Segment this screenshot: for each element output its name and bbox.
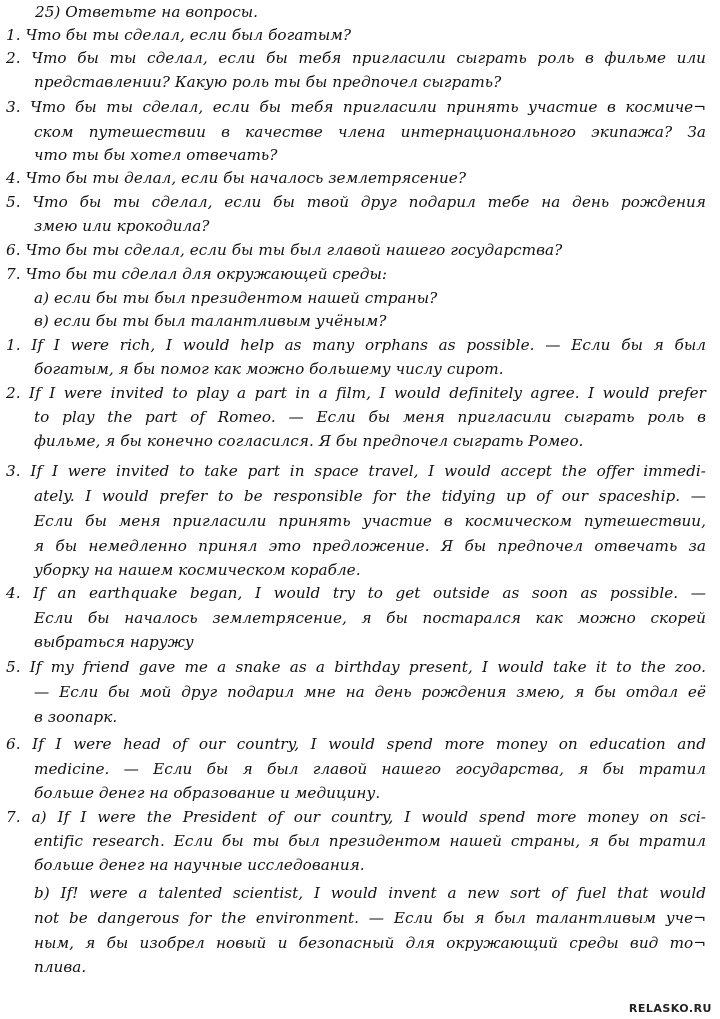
answer-1-line-2: богатым, я бы помог как можно большему числу сирот. [34,360,504,378]
answer-5-line-2: — Если бы мой друг подарил мне на день рождения змею, я бы отдал её [34,683,706,701]
question-7: 7. Что бы ти сделал для окружающей среды: [6,265,388,283]
question-6: 6. Что бы ты сделал, если бы ты был главой нашего государства? [6,241,563,259]
answer-6-line-1: 6. If I were head of our country, I would spend more money on education and [6,735,706,753]
question-7-b: в) если бы ты был талантливым учёным? [34,312,387,330]
question-2-line-1: 2. Что бы ты сделал, если бы тебя пригласили сыграть роль в фильме или [6,49,706,67]
question-2-line-2: представлении? Какую роль ты бы предпочел сыграть? [34,73,502,91]
answer-7b-line-2: not be dangerous for the environment. — Если бы я был талантливым уче¬ [34,909,706,927]
question-3-line-2: ском путешествии в качестве члена интернационального экипажа? За [34,123,706,141]
answer-4-line-3: выбраться наружу [34,633,194,651]
answer-3-line-4: я бы немедленно принял это предложение. Я бы предпочел отвечать за [34,537,706,555]
question-7-a: а) если бы ты был президентом нашей страны? [34,289,438,307]
answer-7a-line-1: 7. a) If I were the President of our country, I would spend more money on sci- [6,808,706,826]
answer-3-line-5: уборку на нашем космическом корабле. [34,561,361,579]
answer-3-line-1: 3. If I were invited to take part in space travel, I would accept the offer immedi- [6,462,706,480]
answer-2-line-2: to play the part of Romeo. — Если бы меня пригласили сыграть роль в [34,408,706,426]
question-1: 1. Что бы ты сделал, если был богатым? [6,26,352,44]
answer-2-line-1: 2. If I were invited to play a part in a film, I would definitely agree. I would prefer [6,384,706,402]
question-5-line-2: змею или крокодила? [34,217,210,235]
answer-1-line-1: 1. If I were rich, I would help as many orphans as possible. — Если бы я был [6,336,706,354]
answer-7b-line-4: плива. [34,958,87,976]
answer-4-line-1: 4. If an earthquake began, I would try to get outside as soon as possible. — [6,584,706,602]
answer-7b-line-1: b) If! were a talented scientist, I would invent a new sort of fuel that would [34,884,706,902]
answer-5-line-3: в зоопарк. [34,708,118,726]
question-5-line-1: 5. Что бы ты сделал, если бы твой друг подарил тебе на день рождения [6,193,706,211]
answer-7a-line-2: entific research. Если бы ты был президентом нашей страны, я бы тратил [34,832,706,850]
answer-3-line-2: ately. I would prefer to be responsible for the tidying up of our spaceship. — [34,487,706,505]
question-4: 4. Что бы ты делал, если бы началось землетрясение? [6,169,467,187]
answer-2-line-3: фильме, я бы конечно согласился. Я бы предпочел сыграть Ромео. [34,432,584,450]
answer-3-line-3: Если бы меня пригласили принять участие в космическом путешествии, [34,512,706,530]
answer-7a-line-3: больше денег на научные исследования. [34,856,365,874]
answer-6-line-3: больше денег на образование и медицину. [34,784,381,802]
question-3-line-1: 3. Что бы ты сделал, если бы тебя пригласили принять участие в космиче¬ [6,98,706,116]
answer-5-line-1: 5. If my friend gave me a snake as a birthday present, I would take it to the zoo. [6,658,706,676]
answer-7b-line-3: ным, я бы изобрел новый и безопасный для окружающий среды вид то¬ [34,934,706,952]
exercise-heading: 25) Ответьте на вопросы. [35,3,259,21]
question-3-line-3: что ты бы хотел отвечать? [34,146,278,164]
site-watermark: RELASKO.RU [628,1002,712,1015]
answer-4-line-2: Если бы началось землетрясение, я бы постарался как можно скорей [34,609,706,627]
answer-6-line-2: medicine. — Если бы я был главой нашего государства, я бы тратил [34,760,706,778]
